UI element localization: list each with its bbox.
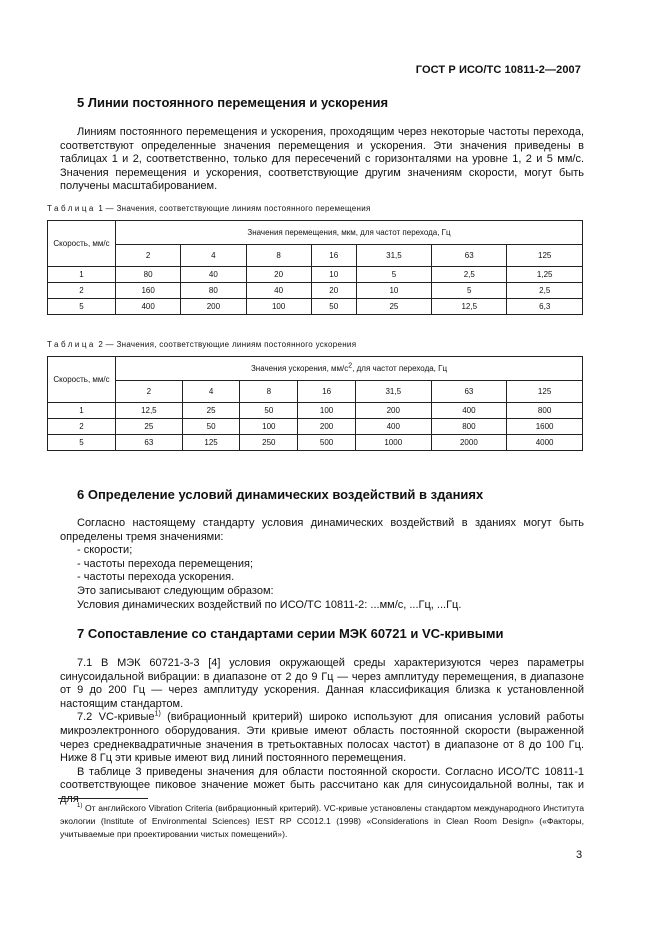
table2-freq-header: 31,5 — [355, 381, 431, 403]
table-1-caption-label: Таблица — [47, 204, 96, 213]
section-5-title: 5 Линии постоянного перемещения и ускорения — [77, 95, 389, 110]
table1-freq-header: 16 — [311, 245, 356, 267]
table2-speed-cell: 5 — [48, 435, 116, 451]
section-7-2-body: (вибрационный критерий) широко используют для описания условий работы микроэлектронного оборудования. Эти кривые имеют область постоянной скорости (выраженной через среднеквадратичные значения в третьоктавных полосах частот) в диапазоне от 8 до 100 Гц. Ниже 8 Гц эти кривые имеют вид линий постоянного перемещения. — [60, 711, 584, 765]
section-5-paragraph — [60, 126, 584, 194]
table-2-colhead-a: Значения ускорения, мм/с — [250, 364, 349, 373]
table1-value-cell: 12,5 — [432, 299, 507, 315]
table2-value-cell: 100 — [298, 403, 356, 419]
table1-value-cell: 2,5 — [507, 283, 583, 299]
table2-value-cell: 50 — [182, 419, 240, 435]
section-6-text-3: Условия динамических воздействий по ИСО/ТС 10811-2: ...мм/с, ...Гц, ...Гц. — [77, 598, 462, 611]
footnote-ref: 1) — [154, 710, 161, 718]
table-2-colhead-sup: 2 — [348, 362, 353, 370]
table2-freq-header: 63 — [431, 381, 507, 403]
table2-value-cell: 12,5 — [116, 403, 183, 419]
section-7-paragraphs — [60, 657, 584, 810]
footnote-marker: 1) — [77, 803, 83, 810]
table2-value-cell: 50 — [240, 403, 298, 419]
table2-value-cell: 2000 — [431, 435, 507, 451]
document-code: ГОСТ Р ИСО/ТС 10811-2—2007 — [415, 64, 581, 76]
table1-value-cell: 10 — [311, 267, 356, 283]
section-7-2-text — [60, 711, 584, 765]
table1-value-cell: 25 — [356, 299, 431, 315]
section-7-1-text: 7.1 В МЭК 60721-3-3 [4] условия окружающей среды характеризуются через параметры синусоидальной вибрации: в диапазоне от 2 до 9 Гц — через амплитуду перемещения, в диапазоне от 9 до 200 Гц — через амплитуду ускорения. Данная классификация близка к установленной настоящим стандартом. — [60, 657, 584, 710]
section-6-item-2: - частоты перехода перемещения; — [77, 557, 254, 570]
section-7-3-text: В таблице 3 приведены значения для области постоянной скорости. Согласно ИСО/ТС 10811-1 соответствующее пиковое значение может быть рассчитано как для синусоидальной волны, так и для — [60, 765, 584, 805]
footnote-text: От английского Vibration Criteria (вибрационный критерий). VC-кривые установлены стандартом международного Института экологии (Institute of Environmental Sciences) IEST RP CC012.1 (1998) «Considerations in Clean Room Design» («Факторы, учитываемые при проектировании чистых помещений»). — [60, 803, 584, 839]
table2-speed-cell: 1 — [48, 403, 116, 419]
table2-freq-header: 16 — [298, 381, 356, 403]
table-row — [48, 299, 583, 315]
table1-value-cell: 20 — [246, 267, 311, 283]
table2-value-cell: 500 — [298, 435, 356, 451]
table1-value-cell: 20 — [311, 283, 356, 299]
section-6-paragraphs — [60, 517, 584, 612]
table-2-colhead-b: , для частот перехода, Гц — [352, 364, 448, 373]
table-2-caption-label: Таблица — [47, 340, 96, 349]
table2-value-cell: 1600 — [507, 419, 583, 435]
section-7-title: 7 Сопоставление со стандартами серии МЭК 60721 и VC-кривыми — [77, 626, 504, 641]
section-6-title: 6 Определение условий динамических воздействий в зданиях — [77, 487, 484, 502]
table-2-column-header — [116, 357, 583, 381]
table1-value-cell: 80 — [181, 283, 246, 299]
table2-value-cell: 25 — [116, 419, 183, 435]
table-row — [48, 403, 583, 419]
table2-value-cell: 200 — [355, 403, 431, 419]
table2-value-cell: 4000 — [507, 435, 583, 451]
table-row — [48, 267, 583, 283]
section-7-2-lead: 7.2 VC-кривые — [77, 711, 155, 724]
table1-value-cell: 5 — [356, 267, 431, 283]
table1-freq-header: 4 — [181, 245, 246, 267]
table-1 — [47, 220, 583, 315]
table1-value-cell: 2,5 — [432, 267, 507, 283]
table1-freq-header: 2 — [116, 245, 181, 267]
table2-freq-header: 2 — [116, 381, 183, 403]
table1-freq-header: 8 — [246, 245, 311, 267]
section-6-text-2: Это записывают следующим образом: — [77, 584, 274, 597]
table1-value-cell: 100 — [246, 299, 311, 315]
table1-value-cell: 10 — [356, 283, 431, 299]
table1-value-cell: 400 — [116, 299, 181, 315]
table1-value-cell: 160 — [116, 283, 181, 299]
table-2-row-header: Скорость, мм/с — [48, 357, 116, 403]
table2-value-cell: 200 — [298, 419, 356, 435]
table2-value-cell: 25 — [182, 403, 240, 419]
section-6-item-3: - частоты перехода ускорения. — [77, 571, 235, 584]
table-row — [48, 419, 583, 435]
table1-value-cell: 6,3 — [507, 299, 583, 315]
table-2-caption — [47, 340, 356, 349]
table1-speed-cell: 1 — [48, 267, 116, 283]
table-1-caption-text: 1 — Значения, соответствующие линиям постоянного перемещения — [95, 204, 371, 213]
table1-speed-cell: 5 — [48, 299, 116, 315]
table1-value-cell: 40 — [181, 267, 246, 283]
page-number: 3 — [576, 849, 583, 861]
section-6-item-1: - скорости; — [77, 544, 133, 557]
table1-speed-cell: 2 — [48, 283, 116, 299]
table2-freq-header: 125 — [507, 381, 583, 403]
table-2 — [47, 356, 583, 451]
table2-speed-cell: 2 — [48, 419, 116, 435]
section-5-text: Линиям постоянного перемещения и ускорения, проходящим через некоторые частоты перехода, соответствуют определенные значения перемещения и ускорения. Эти значения приведены в таблицах 1 и 2, соответственно, только для пересечений с горизонталями на уровне 1, 2 и 5 мм/с. Значения перемещения и ускорения, соответствующие другим значениям скорости, могут быть получены масштабированием. — [60, 126, 584, 193]
table2-freq-header: 4 — [182, 381, 240, 403]
table1-value-cell: 1,25 — [507, 267, 583, 283]
table2-value-cell: 400 — [355, 419, 431, 435]
footnote-separator — [58, 798, 148, 799]
table1-value-cell: 5 — [432, 283, 507, 299]
table-row — [48, 283, 583, 299]
footnote — [60, 802, 584, 841]
table1-value-cell: 200 — [181, 299, 246, 315]
table2-freq-header: 8 — [240, 381, 298, 403]
table1-value-cell: 40 — [246, 283, 311, 299]
table-1-caption — [47, 204, 371, 213]
table1-freq-header: 63 — [432, 245, 507, 267]
table1-value-cell: 50 — [311, 299, 356, 315]
table2-value-cell: 63 — [116, 435, 183, 451]
table1-value-cell: 80 — [116, 267, 181, 283]
table-row — [48, 435, 583, 451]
table1-freq-header: 31,5 — [356, 245, 431, 267]
table-2-caption-text: 2 — Значения, соответствующие линиям постоянного ускорения — [95, 340, 357, 349]
table2-value-cell: 125 — [182, 435, 240, 451]
table2-value-cell: 400 — [431, 403, 507, 419]
table2-value-cell: 250 — [240, 435, 298, 451]
table2-value-cell: 800 — [507, 403, 583, 419]
table-1-column-header: Значения перемещения, мкм, для частот перехода, Гц — [116, 221, 583, 245]
table2-value-cell: 1000 — [355, 435, 431, 451]
table1-freq-header: 125 — [507, 245, 583, 267]
section-6-text-1: Согласно настоящему стандарту условия динамических воздействий в зданиях могут быть определены тремя значениями: — [60, 517, 584, 543]
table-1-row-header: Скорость, мм/с — [48, 221, 116, 267]
table2-value-cell: 800 — [431, 419, 507, 435]
table2-value-cell: 100 — [240, 419, 298, 435]
